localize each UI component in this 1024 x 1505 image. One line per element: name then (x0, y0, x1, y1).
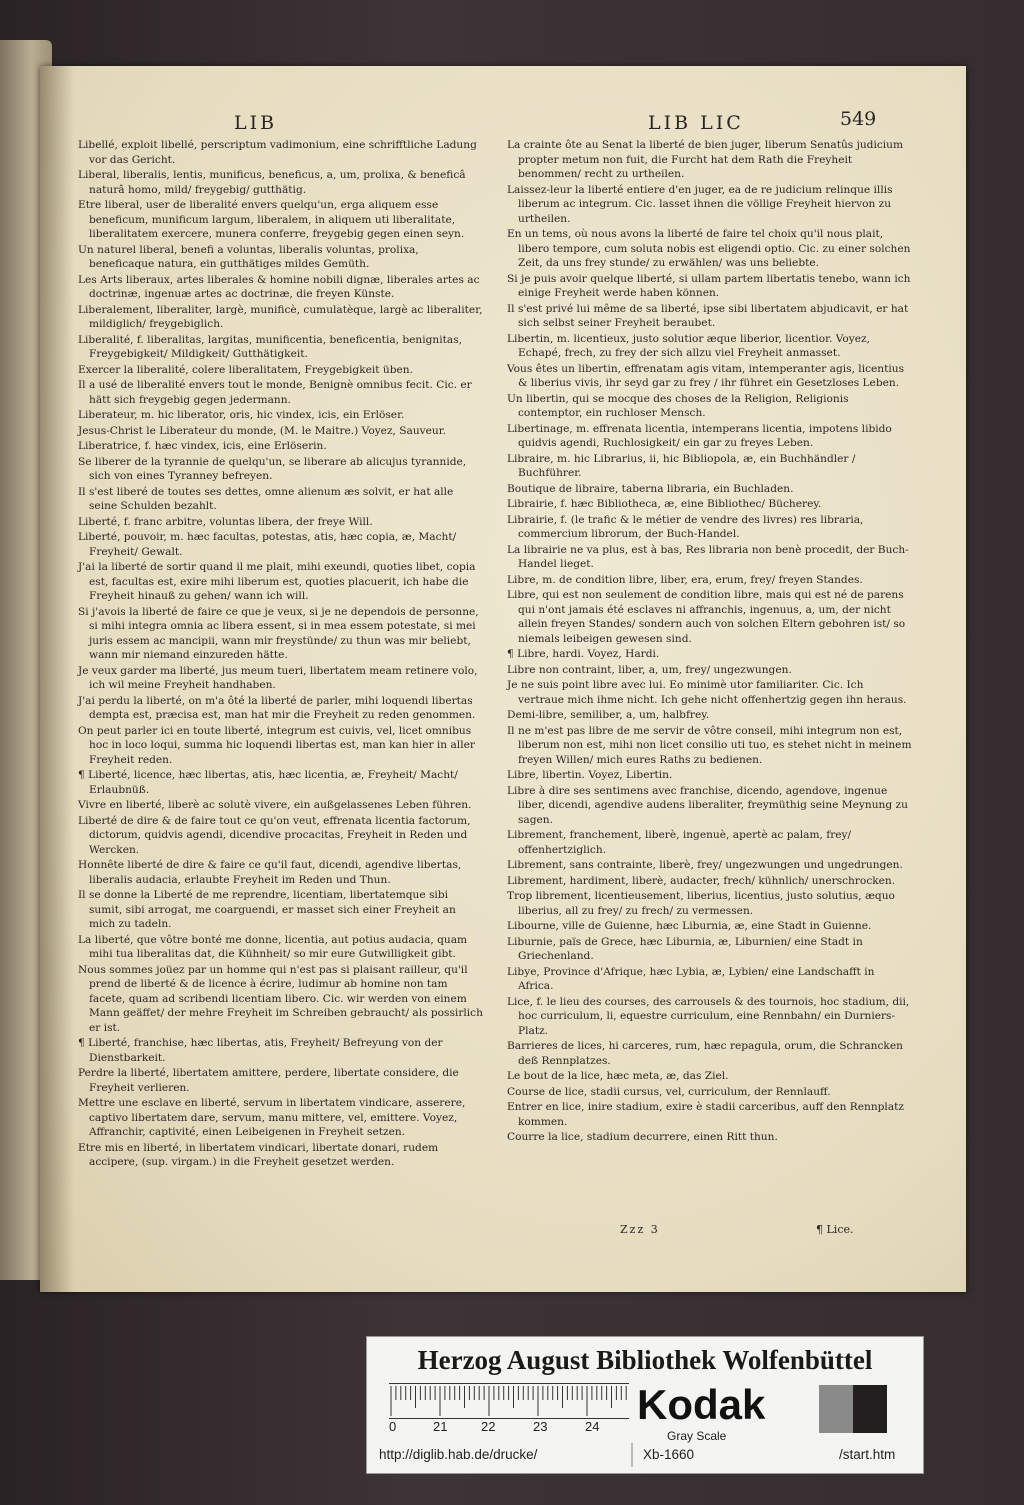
dictionary-entry: Il s'est privé lui même de sa liberté, ipse sibi libertatem abjudicavit, er hat sich selbst seiner Freyheit beraubet. (507, 302, 909, 329)
dictionary-entry: Un libertin, qui se mocque des choses de la Religion, Religionis contemptor, ein ruchloser Mensch. (507, 392, 849, 419)
dictionary-entry: Etre mis en liberté, in libertatem vindicari, libertate donari, rudem accipere, (sup. virgam.) in die Freyheit gesetzet werden. (78, 1141, 439, 1168)
kodak-logo: Kodak (637, 1381, 766, 1428)
dictionary-entry: Liberté de dire & de faire tout ce qu'on veut, effrenata licentia factorum, dictorum, quidvis agendi, dicendive procacitas, Freyheit in Reden und Wercken. (78, 814, 471, 856)
dictionary-entry: Vivre en liberté, liberè ac solutè vivere, ein außgelassenes Leben führen. (78, 799, 472, 811)
dictionary-entry: Les Arts liberaux, artes liberales & homine nobili dignæ, liberales artes ac doctrinæ, ingenuæ artes ac doctrinæ, die freyen Künste. (78, 273, 480, 300)
left-column (78, 138, 483, 1171)
dictionary-entry: Il a usé de liberalité envers tout le monde, Benignè omnibus fecit. Cic. er hätt sich freygebig gegen jedermann. (78, 379, 472, 406)
page-number: 549 (840, 108, 877, 130)
dictionary-entry: La librairie ne va plus, est à bas, Res libraria non benè procedit, der Buch-Handel lieget. (507, 543, 909, 570)
dictionary-entry: Liberateur, m. hic liberator, oris, hic vindex, icis, ein Erlöser. (78, 409, 405, 421)
url-base: http://diglib.hab.de/drucke/ (379, 1447, 538, 1462)
dictionary-entry: Si je puis avoir quelque liberté, si ullam partem libertatis tenebo, wann ich einige Freyheit werde haben können. (507, 272, 911, 299)
dictionary-entry: Libre, qui est non seulement de condition libre, mais qui est né de parens qui n'ont jamais été esclaves ni affranchis, ingenuus, a, um, der nicht allein freyen Standes/ sondern auch von solchen Eltern gebohren ist/ so niemals leibeigen gewesen sind. (507, 589, 906, 645)
running-head-left: LIB (234, 112, 278, 134)
gray-scale-label: Gray Scale (667, 1429, 727, 1443)
dictionary-entry: La liberté, que vôtre bonté me donne, licentia, aut potius audacia, quam mihi tua liberalitas dat, die Kühnheit/ so mir eure Gutwilligkeit gibt. (78, 933, 468, 960)
ruler-scale (389, 1383, 629, 1419)
running-head-right: LIB LIC (648, 112, 744, 134)
color-target-card (366, 1336, 924, 1474)
dictionary-entry: J'ai la liberté de sortir quand il me plait, mihi exeundi, quoties libet, copia est, facultas est, exire mihi liberum est, quoties placuerit, ich habe die Freyheit hinauß zu gehen/ wann ich will. (78, 561, 476, 602)
ruler-label: 22 (481, 1419, 496, 1434)
dictionary-entry: Librement, franchement, liberè, ingenuè, apertè ac palam, frey/ offenhertziglich. (507, 829, 852, 856)
dictionary-entry: Liberté, f. franc arbitre, voluntas libera, der freye Will. (78, 515, 373, 528)
dictionary-entry: Si j'avois la liberté de faire ce que je veux, si je ne dependois de personne, si mihi integra omnia ac libera essent, si in mea essem potestate, si mei juris essem ac mancipii, wann mir freystünde/ zu thun was mir beliebt, wann mir niemand einzureden hätte. (78, 605, 479, 661)
dictionary-entry: Liberalement, liberaliter, largè, munificè, cumulatèque, largè ac liberaliter, mildiglich/ freygebiglich. (78, 303, 483, 330)
ruler-labels (389, 1419, 629, 1435)
dictionary-entry: Libourne, ville de Guienne, hæc Liburnia, æ, eine Stadt in Guienne. (507, 920, 872, 932)
dictionary-entry: Librairie, f. hæc Bibliotheca, æ, eine Bibliothec/ Bücherey. (507, 498, 822, 510)
gray-swatch (819, 1385, 853, 1433)
dictionary-entry: Librement, hardiment, liberè, audacter, frech/ kühnlich/ unerschrocken. (507, 874, 896, 887)
dictionary-entry: Libre non contraint, liber, a, um, frey/ ungezwungen. (507, 663, 792, 676)
dictionary-entry: La crainte ôte au Senat la liberté de bien juger, liberum Senatûs judicium propter metum non fuit, die Furcht hat dem Rath die Freyheit benommen/ recht zu urtheilen. (507, 139, 904, 180)
dictionary-entry: Exercer la liberalité, colere liberalitatem, Freygebigkeit üben. (78, 363, 413, 376)
dictionary-entry: Liberatrice, f. hæc vindex, icis, eine Erlöserin. (78, 440, 327, 452)
dictionary-entry: Libre, libertin. Voyez, Libertin. (507, 769, 673, 781)
dictionary-entry: Demi-libre, semiliber, a, um, halbfrey. (507, 709, 710, 721)
page-gutter-shadow (40, 66, 74, 1292)
dictionary-entry: Mettre une esclave en liberté, servum in libertatem vindicare, asserere, captivo libertatem dare, servum, manu mittere, vel, emittere. Voyez, Affranchir, captivité, einen Leibeigenen in Freyheit setzen. (78, 1097, 466, 1138)
dictionary-entry: Laissez-leur la liberté entiere d'en juger, ea de re judicium relinque illis liberum ac integrum. Cic. lasset ihnen die völlige Freyheit hiervon zu urtheilen. (507, 183, 893, 225)
dictionary-entry: Librement, sans contrainte, liberè, frey/ ungezwungen und ungedrungen. (507, 859, 903, 871)
dictionary-entry: Vous êtes un libertin, effrenatam agis vitam, intemperanter agis, licentius & liberius vivis, ihr seyd gar zu frey / ihr führet ein Gesetzloses Leben. (507, 362, 905, 389)
book-page (40, 66, 966, 1292)
dictionary-entry: ¶ Liberté, licence, hæc libertas, atis, hæc licentia, æ, Freyheit/ Macht/ Erlaubnüß. (78, 769, 458, 796)
dictionary-entry: Il s'est liberé de toutes ses dettes, omne alienum æs solvit, er hat alle seine Schulden bezahlt. (78, 485, 454, 512)
dictionary-entry: Barrieres de lices, hi carceres, rum, hæc repagula, orum, die Schrancken deß Rennplatzes. (507, 1040, 903, 1067)
dictionary-entry: Libertin, m. licentieux, justo solutior æque liberior, licentior. Voyez, Echapé, frech, zu frey der sich allzu viel Freyheit anmasset. (507, 332, 871, 359)
dictionary-entry: Course de lice, stadii cursus, vel, curriculum, der Rennlauff. (507, 1085, 831, 1098)
dictionary-entry: Liburnie, païs de Grece, hæc Liburnia, æ, Liburnien/ eine Stadt in Griechenland. (507, 935, 863, 962)
url-end: /start.htm (839, 1447, 896, 1462)
dictionary-entry: Se liberer de la tyrannie de quelqu'un, se liberare ab alicujus tyrannide, sich von eines Tyranney befreyen. (78, 455, 467, 482)
dictionary-entry: Liberalité, f. liberalitas, largitas, munificentia, beneficentia, benignitas, Freygebigkeit/ Mildigkeit/ Gutthätigkeit. (78, 333, 463, 360)
catchword: ¶ Lice. (816, 1223, 854, 1236)
dictionary-entry: Libertinage, m. effrenata licentia, intemperans licentia, impotens libido quidvis agendi, Ruchlosigkeit/ ein gar zu freyes Leben. (507, 422, 892, 449)
dictionary-entry: Boutique de libraire, taberna libraria, ein Buchladen. (507, 482, 794, 495)
ruler-label: 23 (533, 1419, 548, 1434)
dictionary-entry: Etre liberal, user de liberalité envers quelqu'un, erga aliquem esse beneficum, munificum largum, liberalem, in aliquem uti liberalitate, liberalitatem exercere, munera conferre, freygebig gegen einen seyn. (78, 199, 465, 240)
dictionary-entry: Un naturel liberal, benefi a voluntas, liberalis voluntas, prolixa, beneficaque natura, ein gutthätiges mildes Gemüth. (78, 243, 419, 270)
dictionary-entry: Nous sommes joüez par un homme qui n'est pas si plaisant railleur, qu'il prend de liberté & de licence à écrire, ludimur ab homine non tam facete, quam ad scribendi licentiam libero. Cic. wir werden von einem Mann geäffet/ der mehre Freyheit im Schreiben gebraucht/ als possirlich er ist. (78, 963, 483, 1034)
dictionary-entry: Libellé, exploit libellé, perscriptum vadimonium, eine schrifftliche Ladung vor das Gericht. (78, 139, 477, 166)
dictionary-entry: Je veux garder ma liberté, jus meum tueri, libertatem meam retinere volo, ich wil meine Freyheit handhaben. (78, 664, 478, 691)
dictionary-entry: Honnête liberté de dire & faire ce qu'il faut, dicendi, agendive libertas, liberalis audacia, erlaubte Freyheit im Reden und Thun. (78, 859, 462, 886)
ruler-label: 24 (585, 1419, 600, 1434)
ruler-label: 21 (433, 1419, 448, 1434)
dictionary-entry: Liberal, liberalis, lentis, munificus, beneficus, a, um, prolixa, & beneficâ naturâ homo, mild/ freygebig/ gutthätig. (78, 169, 466, 196)
ruler-ticks (389, 1384, 629, 1418)
dictionary-entry: J'ai perdu la liberté, on m'a ôté la liberté de parler, mihi loquendi libertas dempta est, præcisa est, man hat mir die Freyheit zu reden genommen. (78, 694, 476, 721)
dictionary-entry: On peut parler ici en toute liberté, integrum est cuivis, vel, licet omnibus hoc in loco loqui, summa hic loquendi libertas est, man kan hier in aller Freyheit reden. (78, 724, 475, 766)
dictionary-entry: Il ne m'est pas libre de me servir de vôtre conseil, mihi integrum non est, liberum non est, mihi non licet consilio uti tuo, es stehet nicht in meinem freyen Willen/ mich eures Raths zu bedienen. (507, 724, 912, 766)
dictionary-entry: Jesus-Christ le Liberateur du monde, (M. le Maitre.) Voyez, Sauveur. (78, 424, 447, 437)
dictionary-entry: Libre, m. de condition libre, liber, era, erum, frey/ freyen Standes. (507, 573, 863, 586)
shelfmark: Xb-1660 (643, 1447, 695, 1462)
dictionary-entry: Libye, Province d'Afrique, hæc Lybia, æ, Lybien/ eine Landschafft in Africa. (507, 965, 875, 992)
dictionary-entry: Lice, f. le lieu des courses, des carrousels & des tournois, hoc stadium, dii, hoc curriculum, li, equestre curriculum, eine Rennbahn/ ein Durniers-Platz. (507, 995, 910, 1037)
black-swatch (853, 1385, 887, 1433)
dictionary-entry: Libraire, m. hic Librarius, ii, hic Bibliopola, æ, ein Buchhändler / Buchführer. (507, 452, 856, 479)
dictionary-entry: Trop librement, licentieusement, liberius, licentius, justo solutius, æquo liberius, all zu frey/ zu frech/ zu vermessen. (507, 890, 895, 917)
right-column (507, 138, 912, 1146)
dictionary-entry: Courre la lice, stadium decurrere, einen Ritt thun. (507, 1131, 778, 1143)
dictionary-entry: ¶ Liberté, franchise, hæc libertas, atis, Freyheit/ Befreyung von der Dienstbarkeit. (78, 1037, 443, 1064)
dictionary-entry: ¶ Libre, hardi. Voyez, Hardi. (507, 648, 660, 660)
dictionary-entry: Libre à dire ses sentimens avec franchise, dicendo, agendove, ingenue liber, dicendi, agendive audens liberaliter, freymüthig seine Meynung zu sagen. (507, 784, 908, 826)
url-separator (631, 1443, 633, 1467)
dictionary-entry: Entrer en lice, inire stadium, exire è stadii carceribus, auff den Rennplatz kommen. (507, 1101, 904, 1128)
dictionary-entry: Le bout de la lice, hæc meta, æ, das Ziel. (507, 1070, 729, 1082)
signature-mark: Zzz 3 (620, 1223, 660, 1236)
dictionary-entry: Il se donne la Liberté de me reprendre, licentiam, libertatemque sibi sumit, sibi arrogat, me coarguendi, er masset sich einer Freyheit an mich zu tadeln. (78, 889, 456, 930)
dictionary-entry: Je ne suis point libre avec lui. Eo minimè utor familiariter. Cic. Ich vertraue mich ihme nicht. Ich gehe nicht offenhertzig gegen ihn heraus. (507, 679, 907, 706)
ruler-label: 0 (389, 1419, 397, 1434)
dictionary-entry: Liberté, pouvoir, m. hæc facultas, potestas, atis, hæc copia, æ, Macht/ Freyheit/ Gewalt. (78, 531, 457, 558)
library-title: Herzog August Bibliothek Wolfenbüttel (417, 1345, 873, 1375)
dictionary-entry: Librairie, f. (le trafic & le métier de vendre des livres) res libraria, commercium librorum, der Buch-Handel. (507, 513, 864, 540)
dictionary-entry: Perdre la liberté, libertatem amittere, perdere, libertate considere, die Freyheit verlieren. (78, 1067, 459, 1094)
dictionary-entry: En un tems, où nous avons la liberté de faire tel choix qu'il nous plait, libero tempore, cum soluta nobis est eligendi optio. Cic. zu einer solchen Zeit, da uns frey stunde/ zu erwählen/ was uns beliebte. (507, 228, 911, 269)
